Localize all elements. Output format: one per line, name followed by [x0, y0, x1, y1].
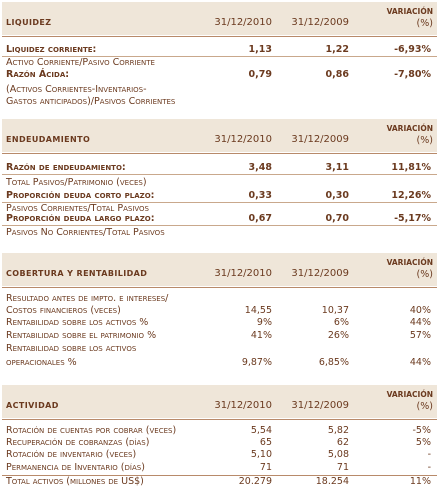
liquidez-var-label: VARIACIÓN: [386, 7, 433, 16]
actividad-row: [2, 462, 437, 474]
cobertura-row: [2, 305, 437, 317]
liquidez-row: [2, 69, 437, 81]
liquidez-var-header: [387, 6, 433, 30]
actividad-title: ACTIVIDAD: [6, 401, 59, 410]
actividad-row-total: [2, 475, 437, 488]
actividad-row: [2, 449, 437, 461]
row-label: Rentabilidad sobre el patrimonio %: [6, 330, 157, 341]
cobertura-row: [2, 317, 437, 329]
endeudamiento-col-2010: 31/12/2010: [214, 134, 272, 145]
value-variation: 57%: [409, 330, 431, 341]
value-variation: 5%: [415, 437, 431, 448]
value-2010: 9,87%: [241, 357, 272, 368]
value-variation: 44%: [409, 357, 431, 368]
endeudamiento-row: [2, 162, 437, 175]
endeudamiento-var-label: VARIACIÓN: [386, 124, 433, 133]
row-label: Rotación de cuentas por cobrar (veces): [6, 425, 177, 436]
row-label: Rentabilidad sobre los activos: [6, 343, 137, 354]
value-2010: 65: [259, 437, 272, 448]
value-2010: 14,55: [244, 305, 272, 316]
row-label: Razón Ácida:: [6, 69, 70, 80]
cobertura-rule: [2, 287, 437, 288]
endeudamiento-rule: [2, 153, 437, 154]
actividad-header: [2, 385, 437, 418]
endeudamiento-header: [2, 119, 437, 152]
endeudamiento-col-2009: 31/12/2009: [291, 134, 349, 145]
value-variation: 11%: [409, 476, 431, 487]
endeudamiento-row: [2, 190, 437, 203]
row-label: Pasivos Corrientes/Total Pasivos: [6, 203, 149, 214]
liquidez-col-2009: 31/12/2009: [291, 17, 349, 28]
liquidez-row: [2, 96, 437, 108]
actividad-var-pct: (%): [416, 401, 433, 412]
actividad-var-label: VARIACIÓN: [386, 390, 433, 399]
cobertura-row: [2, 293, 437, 305]
cobertura-row: [2, 343, 437, 355]
value-2010: 5,10: [250, 449, 272, 460]
endeudamiento-title: ENDEUDAMIENTO: [6, 135, 91, 144]
liquidez-row: [2, 44, 437, 57]
row-label: Proporción deuda corto plazo:: [6, 190, 155, 201]
liquidez-row: [2, 84, 437, 96]
value-variation: 12,26%: [391, 190, 431, 201]
value-2009: 1,22: [325, 44, 349, 55]
row-label: Costos financieros (veces): [6, 305, 121, 316]
cobertura-title: COBERTURA Y RENTABILIDAD: [6, 269, 148, 278]
row-label: Pasivos No Corrientes/Total Pasivos: [6, 227, 165, 238]
value-variation: -: [427, 462, 431, 473]
actividad-row: [2, 437, 437, 449]
value-2009: 0,86: [325, 69, 349, 80]
actividad-row: [2, 425, 437, 437]
liquidez-var-pct: (%): [416, 18, 433, 29]
value-2009: 18.254: [315, 476, 349, 487]
cobertura-col-2010: 31/12/2010: [214, 268, 272, 279]
value-2009: 6%: [333, 317, 349, 328]
actividad-col-2009: 31/12/2009: [291, 400, 349, 411]
cobertura-header: [2, 253, 437, 286]
value-2009: 62: [336, 437, 349, 448]
value-2010: 3,48: [248, 162, 272, 173]
cobertura-var-pct: (%): [416, 269, 433, 280]
value-2010: 0,67: [248, 213, 272, 224]
row-label: Razón de endeudamiento:: [6, 162, 126, 173]
endeudamiento-row: [2, 227, 437, 239]
value-2009: 6,85%: [318, 357, 349, 368]
row-label: Rotación de inventario (veces): [6, 449, 137, 460]
value-2009: 10,37: [321, 305, 349, 316]
endeudamiento-var-header: [387, 123, 433, 147]
cobertura-var-label: VARIACIÓN: [386, 258, 433, 267]
value-variation: -5%: [412, 425, 431, 436]
endeudamiento-row: [2, 213, 437, 226]
actividad-var-header: [387, 389, 433, 413]
row-label: Gastos anticipados)/Pasivos Corrientes: [6, 96, 176, 107]
row-label: Resultado antes de impto. e intereses/: [6, 293, 169, 304]
cobertura-row: [2, 330, 437, 342]
liquidez-title: LIQUIDEZ: [6, 18, 52, 27]
value-2009: 26%: [327, 330, 349, 341]
row-label: Liquidez corriente:: [6, 44, 97, 55]
actividad-rule: [2, 419, 437, 420]
value-2009: 71: [336, 462, 349, 473]
cobertura-row: [2, 357, 437, 369]
liquidez-header: [2, 2, 437, 35]
liquidez-row: [2, 57, 437, 69]
row-label: Recuperación de cobranzas (días): [6, 437, 150, 448]
value-2010: 0,33: [248, 190, 272, 201]
value-2009: 5,08: [327, 449, 349, 460]
row-label: Activo Corriente/Pasivo Corriente: [6, 57, 155, 68]
liquidez-rule: [2, 36, 437, 37]
actividad-col-2010: 31/12/2010: [214, 400, 272, 411]
value-2010: 1,13: [248, 44, 272, 55]
row-label: operacionales %: [6, 357, 77, 368]
value-2009: 3,11: [325, 162, 349, 173]
liquidez-col-2010: 31/12/2010: [214, 17, 272, 28]
cobertura-col-2009: 31/12/2009: [291, 268, 349, 279]
row-label: Proporción deuda largo plazo:: [6, 213, 155, 224]
value-2010: 5,54: [250, 425, 272, 436]
value-2009: 0,70: [325, 213, 349, 224]
value-2010: 20.279: [238, 476, 272, 487]
value-variation: -: [427, 449, 431, 460]
value-2010: 41%: [250, 330, 272, 341]
row-label: Permanencia de Inventario (días): [6, 462, 145, 473]
value-2009: 0,30: [325, 190, 349, 201]
value-variation: 44%: [409, 317, 431, 328]
value-variation: 40%: [409, 305, 431, 316]
endeudamiento-row: [2, 177, 437, 189]
row-label: Rentabilidad sobre los activos %: [6, 317, 149, 328]
row-label: (Activos Corrientes-Inventarios-: [6, 84, 147, 95]
cobertura-var-header: [387, 257, 433, 281]
endeudamiento-var-pct: (%): [416, 135, 433, 146]
row-label: Total activos (millones de US$): [6, 476, 144, 487]
value-2010: 71: [259, 462, 272, 473]
value-variation: -5,17%: [394, 213, 431, 224]
value-2009: 5,82: [327, 425, 349, 436]
value-variation: -6,93%: [394, 44, 431, 55]
value-2010: 0,79: [248, 69, 272, 80]
value-variation: -7,80%: [394, 69, 431, 80]
row-label: Total Pasivos/Patrimonio (veces): [6, 177, 147, 188]
value-variation: 11,81%: [391, 162, 431, 173]
value-2010: 9%: [256, 317, 272, 328]
